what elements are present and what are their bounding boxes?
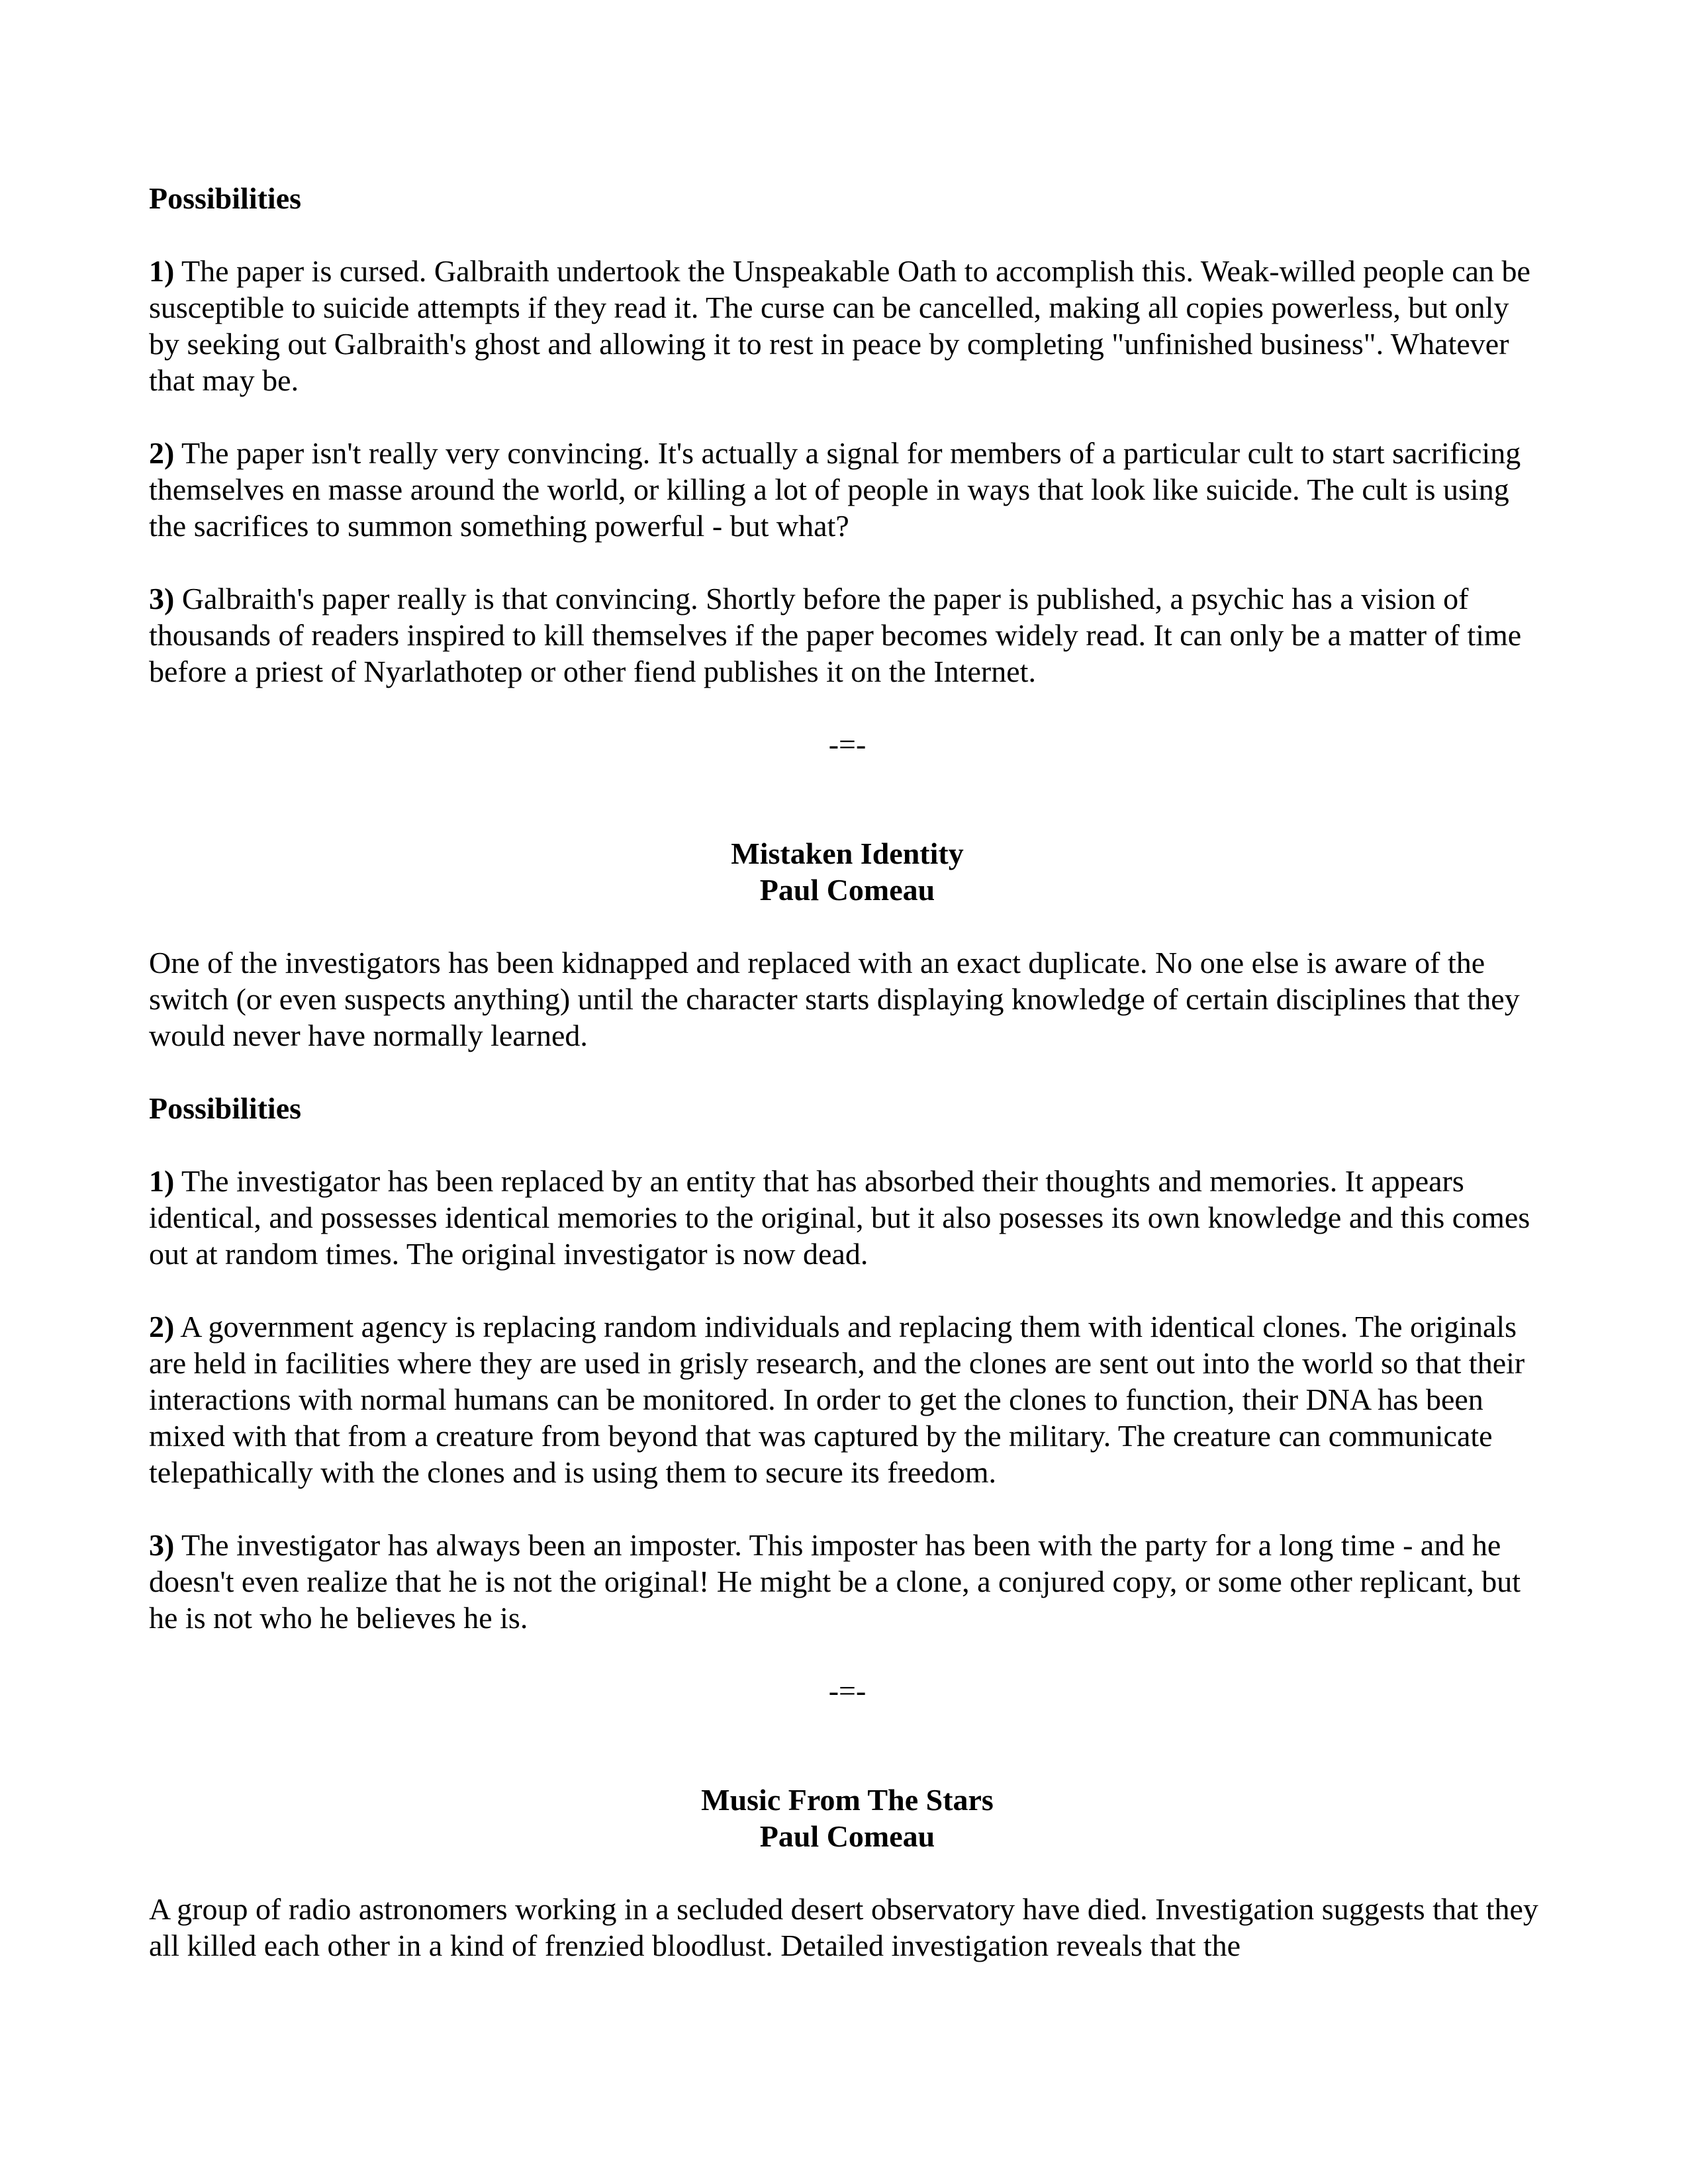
article-intro-2: One of the investigators has been kidnapped and replaced with an exact duplicate. No one else is aware of the switch (or even suspects anything) until the character starts displaying knowledge of certain disciplines that they would never have normally learned. [149, 946, 1520, 1052]
item-text: The investigator has been replaced by an entity that has absorbed their thoughts and memories. It appears identical, and possesses identical memories to the original, but it also posesses its own knowledge and this comes out at random times. The original investigator is now dead. [149, 1164, 1530, 1271]
item-number: 1) [149, 254, 175, 288]
possibilities-heading-2: Possibilities [149, 1091, 302, 1125]
possibility-1-3 [149, 580, 1546, 690]
article-author: Paul Comeau [759, 1819, 935, 1853]
article-title-block-2 [149, 835, 1546, 908]
possibility-2-1 [149, 1163, 1546, 1272]
section-separator-1: -=- [828, 727, 867, 761]
possibility-1-1 [149, 253, 1546, 398]
item-number: 2) [149, 436, 175, 470]
section-separator-2: -=- [828, 1674, 867, 1707]
item-number: 2) [149, 1310, 175, 1343]
article-title: Mistaken Identity [731, 837, 964, 870]
item-text: The paper is cursed. Galbraith undertook the Unspeakable Oath to accomplish this. Weak-willed people can be susceptible to suicide attempts if they read it. The curse can be cancelled, making all copies powerless, but only by seeking out Galbraith's ghost and allowing it to rest in peace by completing "unfinished business". Whatever that may be. [149, 254, 1530, 397]
article-title-block-3 [149, 1782, 1546, 1854]
item-text: The investigator has always been an imposter. This imposter has been with the party for a long time - and he doesn't even realize that he is not the original! He might be a clone, a conjured copy, or some other replicant, but he is not who he believes he is. [149, 1528, 1521, 1635]
item-number: 3) [149, 1528, 175, 1562]
possibilities-heading-1: Possibilities [149, 181, 302, 215]
possibility-2-3 [149, 1527, 1546, 1636]
item-number: 1) [149, 1164, 175, 1198]
possibility-2-2 [149, 1308, 1546, 1490]
article-author: Paul Comeau [759, 873, 935, 907]
document-page [149, 180, 1546, 1964]
item-text: A government agency is replacing random individuals and replacing them with identical clones. The originals are held in facilities where they are used in grisly research, and the clones are sent out into the world so that their interactions with normal humans can be monitored. In order to get the clones to function, their DNA has been mixed with that from a creature from beyond that was captured by the military. The creature can communicate telepathically with the clones and is using them to secure its freedom. [149, 1310, 1525, 1489]
possibility-1-2 [149, 435, 1546, 544]
item-text: Galbraith's paper really is that convincing. Shortly before the paper is published, a psychic has a vision of thousands of readers inspired to kill themselves if the paper becomes widely read. It can only be a matter of time before a priest of Nyarlathotep or other fiend publishes it on the Internet. [149, 582, 1522, 688]
item-number: 3) [149, 582, 175, 615]
article-title: Music From The Stars [701, 1783, 994, 1817]
item-text: The paper isn't really very convincing. It's actually a signal for members of a particular cult to start sacrificing themselves en masse around the world, or killing a lot of people in ways that look like suicide. The cult is using the sacrifices to summon something powerful - but what? [149, 436, 1521, 543]
article-intro-3: A group of radio astronomers working in a secluded desert observatory have died. Investigation suggests that they all killed each other in a kind of frenzied bloodlust. Detailed investigation reveals that the [149, 1892, 1538, 1962]
